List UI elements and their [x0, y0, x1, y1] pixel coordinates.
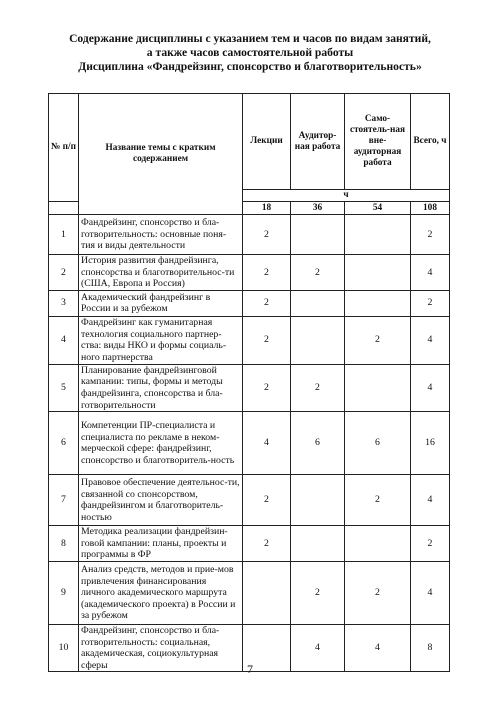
header-classroom: Аудитор-ная работа: [291, 94, 345, 190]
hours-lectures: 18: [243, 202, 291, 215]
row-number: 4: [49, 316, 79, 364]
topic-cell: Анализ средств, методов и прие-мов привлечения финансирования личного академического маршрута (академического проекта) в России и за рубежом: [79, 561, 243, 624]
classroom-cell: 2: [291, 561, 345, 624]
total-cell: 2: [411, 290, 450, 316]
page-title: [0, 32, 500, 74]
topic-cell: Методика реализации фандрейзин-говой кампании: планы, проекты и программы в ФР: [79, 526, 243, 562]
table-row: [49, 526, 450, 562]
independent-cell: 2: [345, 561, 411, 624]
lectures-cell: 4: [243, 412, 291, 475]
title-line-1: Содержание дисциплины с указанием тем и часов по видам занятий,: [69, 32, 431, 45]
header-independent: Само-стоятель-ная вне-аудиторная работа: [345, 94, 411, 190]
table-row: [49, 290, 450, 316]
independent-cell: [345, 215, 411, 255]
table-row: [49, 561, 450, 624]
total-cell: 4: [411, 475, 450, 526]
header-lectures: Лекции: [243, 94, 291, 190]
classroom-cell: [291, 316, 345, 364]
row-number: 10: [49, 624, 79, 671]
discipline-table: [48, 93, 450, 672]
classroom-cell: [291, 526, 345, 562]
topic-cell: Фандрейзинг, спонсорство и бла-готворительность: основные поня-тия и виды деятельности: [79, 215, 243, 255]
independent-cell: [345, 526, 411, 562]
topic-cell: Планирование фандрейзинговой кампании: типы, формы и методы фандрейзинга, спонсорства и бла-готворительности: [79, 364, 243, 411]
total-cell: 2: [411, 215, 450, 255]
classroom-cell: [291, 290, 345, 316]
hours-independent: 54: [345, 202, 411, 215]
page-number: 7: [247, 662, 253, 676]
lectures-cell: 2: [243, 316, 291, 364]
lectures-cell: 2: [243, 255, 291, 291]
topic-cell: Фандрейзинг, спонсорство и бла-готворительность: социальная, академическая, социокультурная сферы: [79, 624, 243, 671]
header-total: Всего, ч: [411, 94, 450, 190]
title-line-2: а также часов самостоятельной работы: [146, 46, 354, 59]
hours-classroom: 36: [291, 202, 345, 215]
classroom-cell: [291, 475, 345, 526]
total-cell: 4: [411, 255, 450, 291]
classroom-cell: 2: [291, 364, 345, 411]
classroom-cell: 2: [291, 255, 345, 291]
row-number: 8: [49, 526, 79, 562]
total-cell: 4: [411, 316, 450, 364]
total-cell: 4: [411, 561, 450, 624]
row-number: 7: [49, 475, 79, 526]
total-cell: 4: [411, 364, 450, 411]
row-number: 3: [49, 290, 79, 316]
lectures-cell: 2: [243, 526, 291, 562]
header-empty-num: [49, 202, 79, 215]
independent-cell: 6: [345, 412, 411, 475]
lectures-cell: 2: [243, 364, 291, 411]
table-row: [49, 412, 450, 475]
lectures-cell: [243, 561, 291, 624]
header-topic: Название темы с кратким содержанием: [79, 94, 243, 215]
header-num: № п/п: [49, 94, 79, 202]
classroom-cell: 4: [291, 624, 345, 671]
lectures-cell: 2: [243, 475, 291, 526]
topic-cell: Фандрейзинг как гуманитарная технология социального партнер-ства: виды НКО и формы социаль-ного партнерства: [79, 316, 243, 364]
total-cell: 16: [411, 412, 450, 475]
independent-cell: [345, 364, 411, 411]
total-cell: 2: [411, 526, 450, 562]
topic-cell: История развития фандрейзинга, спонсорства и благотворительнос-ти (США, Европа и Россия): [79, 255, 243, 291]
independent-cell: [345, 255, 411, 291]
title-line-3: Дисциплина «Фандрейзинг, спонсорство и благотворительность»: [78, 60, 422, 73]
classroom-cell: [291, 215, 345, 255]
total-cell: 8: [411, 624, 450, 671]
lectures-cell: 2: [243, 215, 291, 255]
independent-cell: 4: [345, 624, 411, 671]
row-number: 6: [49, 412, 79, 475]
table-row: [49, 215, 450, 255]
independent-cell: 2: [345, 475, 411, 526]
header-unit: ч: [243, 190, 450, 202]
table-row: [49, 364, 450, 411]
row-number: 1: [49, 215, 79, 255]
topic-cell: Академический фандрейзинг в России и за рубежом: [79, 290, 243, 316]
row-number: 2: [49, 255, 79, 291]
row-number: 5: [49, 364, 79, 411]
row-number: 9: [49, 561, 79, 624]
topic-cell: Компетенции ПР-специалиста и специалиста по рекламе в неком-мерческой сфере: фандрейзинг, спонсорство и благотворитель-ность: [79, 412, 243, 475]
hours-total: 108: [411, 202, 450, 215]
table-row: [49, 475, 450, 526]
table-row: [49, 316, 450, 364]
classroom-cell: 6: [291, 412, 345, 475]
topic-cell: Правовое обеспечение деятельнос-ти, связанной со спонсорством, фандрейзингом и благотворитель-ностью: [79, 475, 243, 526]
independent-cell: 2: [345, 316, 411, 364]
lectures-cell: 2: [243, 290, 291, 316]
table-row: [49, 255, 450, 291]
independent-cell: [345, 290, 411, 316]
